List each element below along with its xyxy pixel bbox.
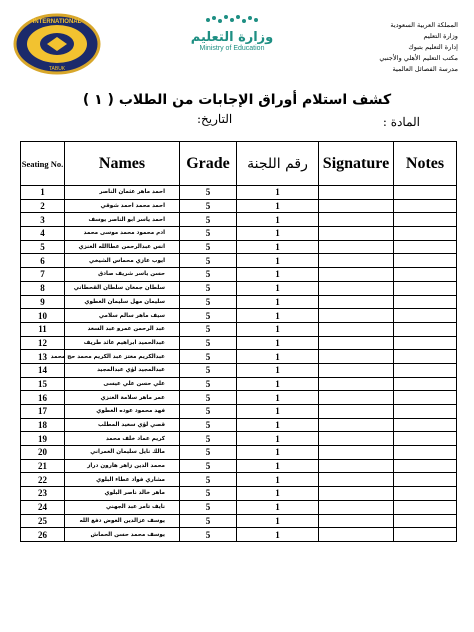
committee-cell: 1	[237, 405, 319, 419]
grade-cell: 5	[180, 514, 237, 528]
student-name-cell: حسن ياسر شريف صادق	[65, 268, 180, 282]
col-names: Names	[65, 142, 180, 186]
table-row	[21, 418, 457, 432]
ministry-name-ar: وزارة التعليم	[190, 30, 274, 45]
notes-cell	[394, 377, 457, 391]
grade-cell: 5	[180, 268, 237, 282]
table-row	[21, 473, 457, 487]
seat-number-cell: 3	[21, 213, 65, 227]
committee-cell: 1	[237, 268, 319, 282]
committee-cell: 1	[237, 322, 319, 336]
grade-cell: 5	[180, 418, 237, 432]
notes-cell	[394, 432, 457, 446]
page-title: كشف استلام أوراق الإجابات من الطلاب ( ١ )	[82, 92, 392, 108]
header-right-block	[318, 20, 458, 75]
notes-cell	[394, 528, 457, 542]
seat-number-cell: 5	[21, 240, 65, 254]
grade-cell: 5	[180, 227, 237, 241]
grade-cell: 5	[180, 254, 237, 268]
committee-cell: 1	[237, 254, 319, 268]
student-name-cell: عبدالمجيد لؤي عبدالمجيد	[65, 363, 180, 377]
grade-cell: 5	[180, 309, 237, 323]
signature-cell	[319, 199, 394, 213]
seat-number-cell: 25	[21, 514, 65, 528]
committee-cell: 1	[237, 377, 319, 391]
seat-number-cell: 7	[21, 268, 65, 282]
logo-top-text: INTERNATIONAL	[32, 19, 82, 25]
committee-cell: 1	[237, 391, 319, 405]
signature-cell	[319, 336, 394, 350]
seat-number-cell: 19	[21, 432, 65, 446]
table-row	[21, 268, 457, 282]
notes-cell	[394, 268, 457, 282]
signature-cell	[319, 405, 394, 419]
seat-number-cell: 20	[21, 446, 65, 460]
notes-cell	[394, 227, 457, 241]
signature-cell	[319, 363, 394, 377]
student-name-cell: يوسف محمد حسن الحماش	[65, 528, 180, 542]
committee-cell: 1	[237, 363, 319, 377]
committee-cell: 1	[237, 446, 319, 460]
signature-cell	[319, 227, 394, 241]
grade-cell: 5	[180, 213, 237, 227]
seat-number-cell: 13	[21, 350, 65, 364]
notes-cell	[394, 363, 457, 377]
table-row	[21, 186, 457, 200]
committee-cell: 1	[237, 500, 319, 514]
seat-number-cell: 11	[21, 322, 65, 336]
committee-cell: 1	[237, 309, 319, 323]
ministry-dots-icon	[204, 14, 260, 26]
signature-cell	[319, 528, 394, 542]
logo-bottom-text: TABUK	[48, 66, 66, 72]
col-seating: Seating No.	[21, 142, 65, 186]
signature-cell	[319, 240, 394, 254]
table-row	[21, 459, 457, 473]
committee-cell: 1	[237, 227, 319, 241]
student-name-cell: سيف ماهر سالم سلامي	[65, 309, 180, 323]
grade-cell: 5	[180, 363, 237, 377]
notes-cell	[394, 500, 457, 514]
school-logo	[13, 13, 101, 75]
signature-cell	[319, 487, 394, 501]
notes-cell	[394, 254, 457, 268]
signature-cell	[319, 473, 394, 487]
committee-cell: 1	[237, 281, 319, 295]
seat-number-cell: 23	[21, 487, 65, 501]
notes-cell	[394, 405, 457, 419]
notes-cell	[394, 350, 457, 364]
grade-cell: 5	[180, 350, 237, 364]
table-row	[21, 528, 457, 542]
signature-cell	[319, 254, 394, 268]
signature-cell	[319, 446, 394, 460]
notes-cell	[394, 487, 457, 501]
grade-cell: 5	[180, 432, 237, 446]
table-row	[21, 254, 457, 268]
committee-cell: 1	[237, 336, 319, 350]
col-notes: Notes	[394, 142, 457, 186]
grade-cell: 5	[180, 322, 237, 336]
notes-cell	[394, 418, 457, 432]
student-name-cell: عبدالحميد ابراهيم عائد طريف	[65, 336, 180, 350]
signature-cell	[319, 418, 394, 432]
student-name-cell: كريم عماد خلف محمد	[65, 432, 180, 446]
signature-cell	[319, 350, 394, 364]
grade-cell: 5	[180, 240, 237, 254]
table-row	[21, 487, 457, 501]
seat-number-cell: 15	[21, 377, 65, 391]
student-name-cell: احمد محمد احمد شوقي	[65, 199, 180, 213]
table-row	[21, 227, 457, 241]
header-line: مدرسة الفصائل العالمية	[392, 65, 458, 73]
col-signature: Signature	[319, 142, 394, 186]
notes-cell	[394, 473, 457, 487]
table-row	[21, 213, 457, 227]
grade-cell: 5	[180, 500, 237, 514]
committee-cell: 1	[237, 528, 319, 542]
student-name-cell: محمد الدين زاهر هارون دراز	[65, 459, 180, 473]
student-name-cell: انس عبدالرحمن عطاالله العنزي	[65, 240, 180, 254]
header-line: المملكة العربية السعودية	[390, 21, 458, 29]
student-name-cell: فهد محمود عوده العطوي	[65, 405, 180, 419]
grade-cell: 5	[180, 405, 237, 419]
col-committee: رقم اللجنة	[237, 142, 319, 186]
committee-cell: 1	[237, 213, 319, 227]
seat-number-cell: 14	[21, 363, 65, 377]
table-body	[21, 186, 457, 542]
notes-cell	[394, 213, 457, 227]
notes-cell	[394, 514, 457, 528]
seat-number-cell: 8	[21, 281, 65, 295]
seat-number-cell: 21	[21, 459, 65, 473]
table-row	[21, 336, 457, 350]
header-line: وزارة التعليم	[423, 32, 458, 40]
notes-cell	[394, 336, 457, 350]
seat-number-cell: 17	[21, 405, 65, 419]
date-label: التاريخ:	[197, 112, 233, 126]
table-row	[21, 500, 457, 514]
student-name-cell: سليمان مهل سليمان العطوي	[65, 295, 180, 309]
student-name-cell: عبد الرحمن عمرو عبد السعد	[65, 322, 180, 336]
committee-cell: 1	[237, 350, 319, 364]
notes-cell	[394, 322, 457, 336]
header-line: مكتب التعليم الأهلي والأجنبي	[379, 54, 458, 62]
signature-cell	[319, 432, 394, 446]
header-line: إدارة التعليم بتبوك	[408, 43, 458, 51]
student-name-cell: قصي لؤي سعيد المطلب	[65, 418, 180, 432]
signature-cell	[319, 268, 394, 282]
grade-cell: 5	[180, 199, 237, 213]
student-name-cell: مالك نايل سليمان العمراني	[65, 446, 180, 460]
table-row	[21, 309, 457, 323]
seat-number-cell: 2	[21, 199, 65, 213]
table-row	[21, 363, 457, 377]
notes-cell	[394, 309, 457, 323]
signature-cell	[319, 459, 394, 473]
committee-cell: 1	[237, 295, 319, 309]
seat-number-cell: 26	[21, 528, 65, 542]
student-name-cell: عمر ماهر سلامة العنزي	[65, 391, 180, 405]
table-row	[21, 432, 457, 446]
student-name-cell: عبدالكريم معتز عبد الكريم محمد حج محمد	[65, 350, 180, 364]
grade-cell: 5	[180, 487, 237, 501]
table-row	[21, 322, 457, 336]
student-name-cell: ادم محمود محمد موسى محمد	[65, 227, 180, 241]
subject-label: المادة :	[382, 115, 420, 129]
committee-cell: 1	[237, 199, 319, 213]
notes-cell	[394, 240, 457, 254]
table-row	[21, 391, 457, 405]
notes-cell	[394, 186, 457, 200]
table-row	[21, 405, 457, 419]
seat-number-cell: 12	[21, 336, 65, 350]
notes-cell	[394, 295, 457, 309]
student-name-cell: علي حسن علي عيسى	[65, 377, 180, 391]
student-name-cell: مشاري فواد عطاء البلوي	[65, 473, 180, 487]
student-name-cell: يوسف عزالدين العوض دفع الله	[65, 514, 180, 528]
student-name-cell: ماهر خالد ناصر البلوي	[65, 487, 180, 501]
committee-cell: 1	[237, 418, 319, 432]
seat-number-cell: 1	[21, 186, 65, 200]
seat-number-cell: 24	[21, 500, 65, 514]
signature-cell	[319, 514, 394, 528]
grade-cell: 5	[180, 377, 237, 391]
signature-cell	[319, 391, 394, 405]
grade-cell: 5	[180, 186, 237, 200]
committee-cell: 1	[237, 473, 319, 487]
grade-cell: 5	[180, 473, 237, 487]
committee-cell: 1	[237, 459, 319, 473]
grade-cell: 5	[180, 336, 237, 350]
signature-cell	[319, 377, 394, 391]
seat-number-cell: 22	[21, 473, 65, 487]
signature-cell	[319, 186, 394, 200]
signature-cell	[319, 309, 394, 323]
grade-cell: 5	[180, 446, 237, 460]
grade-cell: 5	[180, 281, 237, 295]
table-row	[21, 514, 457, 528]
ministry-logo	[182, 11, 282, 52]
table-row	[21, 281, 457, 295]
notes-cell	[394, 199, 457, 213]
seat-number-cell: 10	[21, 309, 65, 323]
grade-cell: 5	[180, 391, 237, 405]
signature-cell	[319, 500, 394, 514]
grade-cell: 5	[180, 528, 237, 542]
table-row	[21, 295, 457, 309]
seat-number-cell: 6	[21, 254, 65, 268]
ministry-name-en: Ministry of Education	[199, 45, 265, 52]
notes-cell	[394, 446, 457, 460]
student-name-cell: ايوب عازي محماس الشيخي	[65, 254, 180, 268]
col-grade: Grade	[180, 142, 237, 186]
table-row	[21, 240, 457, 254]
signature-cell	[319, 295, 394, 309]
committee-cell: 1	[237, 186, 319, 200]
signature-cell	[319, 322, 394, 336]
committee-cell: 1	[237, 240, 319, 254]
student-name-cell: احمد ماهر عثمان الناصر	[65, 186, 180, 200]
seat-number-cell: 9	[21, 295, 65, 309]
notes-cell	[394, 459, 457, 473]
table-row	[21, 350, 457, 364]
seat-number-cell: 4	[21, 227, 65, 241]
grade-cell: 5	[180, 459, 237, 473]
seat-number-cell: 16	[21, 391, 65, 405]
signature-cell	[319, 281, 394, 295]
seat-number-cell: 18	[21, 418, 65, 432]
student-name-cell: احمد ياسر ابو الناصر يوسف	[65, 213, 180, 227]
signature-cell	[319, 213, 394, 227]
student-name-cell: نايف تامر عبد الجهني	[65, 500, 180, 514]
table-row	[21, 446, 457, 460]
notes-cell	[394, 281, 457, 295]
committee-cell: 1	[237, 514, 319, 528]
table-row	[21, 377, 457, 391]
answer-sheets-table	[20, 141, 457, 542]
committee-cell: 1	[237, 432, 319, 446]
notes-cell	[394, 391, 457, 405]
grade-cell: 5	[180, 295, 237, 309]
student-name-cell: سلطان جمعان سلطان القحطاني	[65, 281, 180, 295]
committee-cell: 1	[237, 487, 319, 501]
table-header-row	[21, 142, 457, 186]
table-row	[21, 199, 457, 213]
